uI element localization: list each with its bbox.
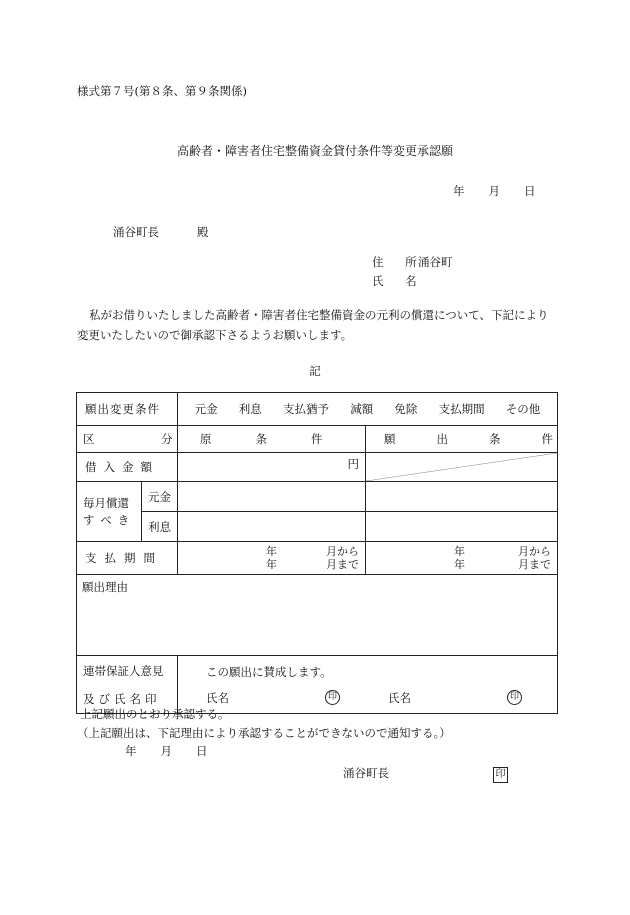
- condition-options: [178, 401, 557, 417]
- guarantor-row: [77, 656, 558, 714]
- reason-row: [77, 575, 558, 656]
- condition-option: 免除: [394, 402, 418, 416]
- period-label: 支払期間: [85, 551, 163, 565]
- approval-date: [125, 746, 208, 758]
- addressee: [113, 227, 209, 239]
- addressee-name: 涌谷町長: [113, 225, 159, 239]
- reason-label: 願出理由: [82, 580, 128, 594]
- period-year: 年: [266, 558, 277, 571]
- guarantor-label-2: 及び氏名印: [83, 691, 161, 706]
- conditions-label: 願出変更条件: [85, 402, 160, 416]
- period-to: 月まで: [326, 558, 359, 571]
- period-from: 月から: [518, 545, 551, 558]
- monthly-label-2: すべき: [83, 512, 136, 527]
- guarantor1-seal: 印: [325, 690, 340, 705]
- condition-option: 元金: [194, 402, 218, 416]
- header-row: [77, 426, 558, 453]
- mayor-name: 涌谷町長: [343, 766, 389, 780]
- condition-option: 減額: [350, 402, 374, 416]
- period-from: 月から: [326, 545, 359, 558]
- period-year: 年: [454, 545, 465, 558]
- approval-line-1: 上記願出のとおり承認する。: [80, 707, 230, 721]
- condition-option: 支払期間: [438, 402, 485, 416]
- principal-label: 元金: [148, 489, 171, 504]
- date-year: 年: [453, 184, 465, 198]
- period-requested: [366, 542, 558, 575]
- period-row: [77, 542, 558, 575]
- kubun-label: 区 分: [83, 432, 181, 446]
- request-body: 私がお借りいたしました高齢者・障害者住宅整備資金の元利の償還について、下記により変更いたしたいので御承認下さるようお願いします。: [77, 308, 549, 342]
- date-month: 月: [488, 184, 500, 198]
- interest-original: [178, 512, 366, 542]
- condition-option: 支払猶予: [283, 402, 329, 416]
- form-number: 様式第７号(第８条、第９条関係): [77, 84, 247, 98]
- condition-option: その他: [505, 402, 541, 416]
- approval-line-2: （上記願出は、下記理由により承認することができないので通知する。）: [77, 726, 451, 740]
- applicant-name: [372, 274, 426, 288]
- interest-row: [77, 512, 558, 542]
- diagonal-strike: [366, 453, 557, 481]
- yen-unit: 円: [347, 457, 359, 471]
- principal-original: [178, 482, 366, 512]
- mayor-seal: 印: [493, 767, 508, 783]
- condition-option: 利息: [238, 402, 262, 416]
- address-value: 涌谷町: [418, 255, 453, 269]
- period-year: 年: [454, 558, 465, 571]
- period-year: 年: [266, 545, 277, 558]
- interest-requested: [366, 512, 558, 542]
- guarantor1-name-label: 氏名: [206, 690, 229, 705]
- address-label: 住 所: [372, 255, 426, 269]
- applicant-address: [372, 257, 453, 269]
- principal-row: [77, 482, 558, 512]
- name-label: 氏 名: [372, 274, 426, 288]
- guarantor2-seal: 印: [507, 690, 522, 705]
- principal-requested: [366, 482, 558, 512]
- interest-label: 利息: [148, 519, 171, 534]
- loan-amount-row: [77, 453, 558, 482]
- approval-month: 月: [160, 744, 172, 758]
- original-conditions-label: 原 条 件: [200, 432, 330, 446]
- approval-day: 日: [196, 744, 208, 758]
- loan-amount-crossed: [366, 453, 558, 482]
- requested-conditions-label: 願 出 条 件: [384, 432, 559, 446]
- approval-year: 年: [125, 744, 137, 758]
- period-original: [178, 542, 366, 575]
- guarantor-label-1: 連帯保証人意見: [83, 663, 164, 678]
- date-day: 日: [524, 184, 536, 198]
- application-date: [453, 186, 536, 198]
- request-table: [76, 392, 558, 714]
- guarantor2-name-label: 氏名: [388, 690, 411, 705]
- loan-amount-label: 借入金額: [85, 460, 159, 474]
- addressee-honorific: 殿: [197, 225, 209, 239]
- monthly-label-1: 毎月償還: [83, 495, 129, 510]
- ki-heading: 記: [309, 364, 321, 378]
- approval-mayor: [343, 767, 508, 783]
- conditions-row: [77, 393, 558, 426]
- period-to: 月まで: [518, 558, 551, 571]
- guarantor-agree: この願出に賛成します。: [206, 664, 332, 679]
- page-title: 高齢者・障害者住宅整備資金貸付条件等変更承認願: [176, 144, 453, 158]
